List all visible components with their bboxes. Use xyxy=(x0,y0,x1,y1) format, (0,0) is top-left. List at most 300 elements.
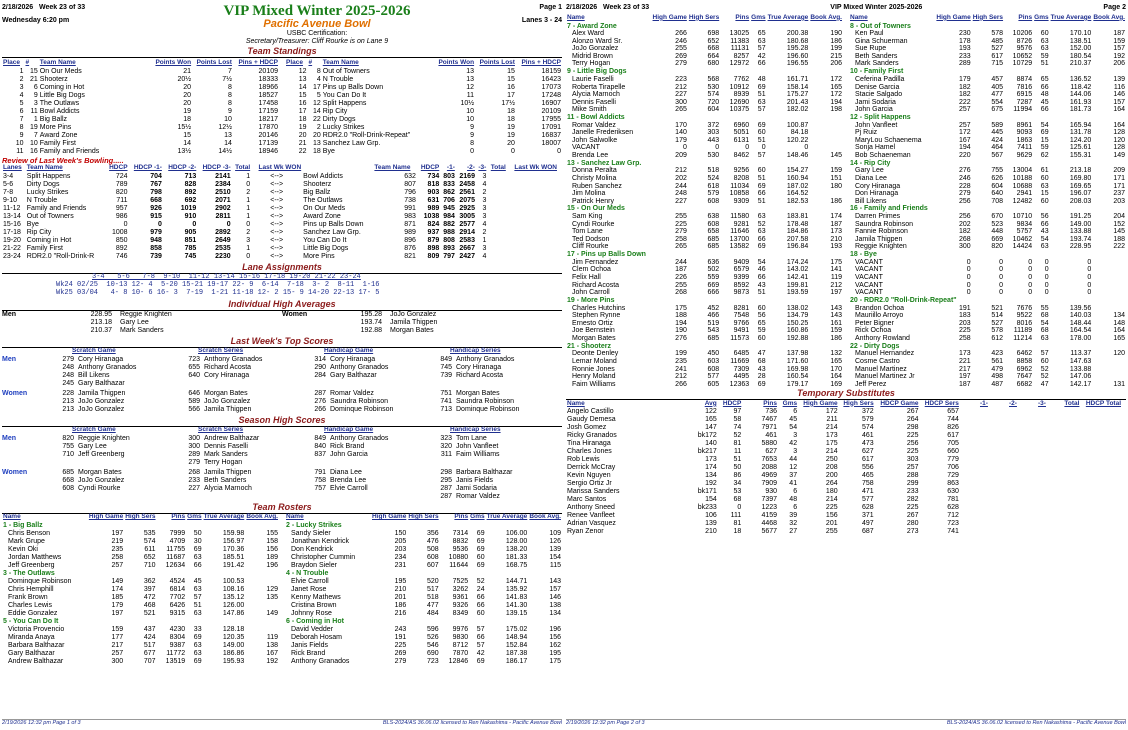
lane-wk25: Wk25 03/04 4- 8 10- 6 16- 3 7-19 1-21 11-18 12- 2 15- 9 14-20 22-13 17- 5 xyxy=(56,288,380,297)
cell: Derrick McCray xyxy=(567,464,616,472)
empty-cell xyxy=(989,488,1018,496)
column-header: Gms xyxy=(1034,13,1049,21)
cell: 457 xyxy=(991,76,1004,83)
cell: Little Big Dogs xyxy=(39,91,85,99)
iha-women-label: Women xyxy=(282,310,308,318)
cell: 187 xyxy=(675,266,687,274)
cell: 235 xyxy=(675,357,687,365)
standings-row xyxy=(285,83,562,91)
cell: 196.55 xyxy=(786,60,809,68)
cell: 167 xyxy=(959,136,971,144)
cell: 9830 xyxy=(452,634,469,641)
score-value: 287 xyxy=(314,390,326,397)
cell: N Trouble xyxy=(26,197,58,204)
standings-left-table xyxy=(2,59,279,155)
roster-row xyxy=(566,380,843,388)
cell: 712 xyxy=(947,512,959,520)
cell: 7676 xyxy=(1016,304,1033,312)
cell: 164 xyxy=(1113,106,1125,114)
score-value: 566 xyxy=(188,406,200,413)
cell: 60 xyxy=(757,167,766,175)
cell: 135 xyxy=(266,594,278,601)
iha-men-list xyxy=(72,311,282,335)
cell: 69 xyxy=(476,530,485,537)
cell xyxy=(1092,304,1126,312)
cell: Donna Peralta xyxy=(572,167,617,175)
roster-table xyxy=(285,514,562,666)
cell: 0 xyxy=(192,221,197,228)
cell: 266 xyxy=(675,30,687,38)
bowler-name: Saundra Robinson xyxy=(330,398,388,405)
cell: 221 xyxy=(959,357,971,365)
roster-row xyxy=(566,106,843,114)
cell: 574 xyxy=(707,91,720,99)
roster-row xyxy=(849,83,1126,91)
league-title: VIP Mixed Winter 2025-2026 xyxy=(830,4,923,11)
cell: 116 xyxy=(1113,83,1125,91)
cell: 19 xyxy=(29,123,38,131)
cell: 264 xyxy=(825,480,838,488)
cell: 152.00 xyxy=(1069,45,1092,53)
cell: 2427 xyxy=(459,253,475,260)
cell: 724 xyxy=(115,173,128,180)
cell: 16 xyxy=(507,83,515,91)
cell: 141.83 xyxy=(505,594,528,601)
cell: 167 xyxy=(266,650,278,657)
cell: 128.18 xyxy=(222,626,245,633)
cell: 165 xyxy=(830,357,842,365)
cell: 7525 xyxy=(452,578,469,585)
bowler-name: Anthony Granados xyxy=(330,435,389,442)
roster-row xyxy=(849,167,1126,175)
cell: 22 xyxy=(312,115,321,123)
cell: 100.87 xyxy=(786,121,809,129)
empty-cell xyxy=(1047,496,1080,504)
column-header: True Average xyxy=(203,513,245,521)
roster-row xyxy=(566,129,843,137)
roster-row xyxy=(2,634,279,642)
standings-row xyxy=(2,99,279,107)
roster-row xyxy=(849,320,1126,328)
temporary-substitutes-title: Temporary Substitutes xyxy=(566,389,1126,400)
cell: Cliff Rourke xyxy=(572,243,609,251)
bowler-name: Gary Balthazar xyxy=(78,380,125,387)
team-header: 13 - Sanchez Law Grp. xyxy=(567,159,642,167)
cell: 206 xyxy=(1113,60,1125,68)
cell: 3 xyxy=(793,448,798,456)
average-value: 195.28 xyxy=(360,311,382,318)
score-entry xyxy=(430,364,556,372)
cell: 195 xyxy=(549,650,561,657)
cell: Bowl Addicts xyxy=(303,173,343,180)
column-header: Team Name xyxy=(26,164,63,172)
standings-row xyxy=(2,107,279,115)
cell: 109 xyxy=(549,530,561,537)
cell: 66 xyxy=(757,190,766,198)
cell: 7762 xyxy=(733,76,750,83)
cell: 1223 xyxy=(761,504,778,512)
substitute-row xyxy=(566,424,1122,432)
substitute-row xyxy=(566,528,1122,536)
cell: 63 xyxy=(1040,45,1049,53)
column-header: Name xyxy=(850,13,868,21)
cell: 258 xyxy=(111,554,124,561)
cell: 755 xyxy=(991,167,1004,175)
cell: 157 xyxy=(1113,98,1125,106)
score-entry xyxy=(52,398,178,406)
cell: 143.02 xyxy=(786,266,809,274)
cell: 66 xyxy=(757,235,766,243)
roster-row xyxy=(566,76,843,84)
cell: Ronnie Jones xyxy=(572,365,615,373)
cell: 228 xyxy=(959,182,971,190)
cell xyxy=(1092,358,1126,366)
empty-cell xyxy=(1047,512,1080,520)
cell: On Our Meds xyxy=(303,205,346,212)
cell: 57 xyxy=(757,106,766,114)
cell: 248 xyxy=(675,190,687,198)
cell: 43 xyxy=(757,365,766,373)
cell: Christy Molina xyxy=(572,175,617,183)
cell: 608 xyxy=(426,554,439,561)
roster-row xyxy=(285,634,562,642)
cell: 257 xyxy=(906,464,919,472)
cell: 60 xyxy=(757,129,766,137)
cell xyxy=(1092,274,1126,282)
empty-cell xyxy=(1080,456,1122,464)
team-header: 22 - Dirty Dogs xyxy=(850,342,900,350)
cell: 20109 xyxy=(541,107,561,115)
cell: 267 xyxy=(906,512,919,520)
cell: 97 xyxy=(733,408,742,416)
cell: 63 xyxy=(1040,37,1049,45)
rosters-left xyxy=(2,514,279,666)
cell: Darren Primes xyxy=(855,213,901,221)
cell: VACANT xyxy=(855,281,883,289)
cell: 148.46 xyxy=(786,151,809,159)
cell: 60 xyxy=(1040,175,1049,183)
cell: 171.60 xyxy=(786,357,809,365)
roster-row xyxy=(566,197,843,205)
cell: 20 xyxy=(183,99,192,107)
cell: 17 xyxy=(312,83,321,91)
cell: 217 xyxy=(959,365,971,373)
week-label: Week 23 of 33 xyxy=(39,4,86,11)
roster-row xyxy=(566,182,843,190)
cell: 13 xyxy=(224,131,232,139)
score-value: 300 xyxy=(188,435,200,442)
column-header: HDCP xyxy=(420,164,440,172)
bowler-name: Andrew Balthazar xyxy=(204,435,260,442)
score-value: 289 xyxy=(188,451,200,458)
cell: 195 xyxy=(394,578,407,585)
score-entry xyxy=(304,398,430,406)
cell: 8874 xyxy=(1016,76,1033,83)
cell: 18 xyxy=(298,115,307,123)
cell: Family and Friends xyxy=(26,205,87,212)
column-header: Book Avg. xyxy=(246,513,278,521)
empty-cell xyxy=(989,480,1018,488)
cell: 152 xyxy=(1113,220,1125,228)
empty-cell xyxy=(960,496,989,504)
cell: 63 xyxy=(1040,182,1049,190)
empty-cell xyxy=(1047,408,1080,416)
cell: 9536 xyxy=(452,546,469,553)
cell: 1 xyxy=(19,67,24,75)
cell xyxy=(1092,289,1126,297)
score-entry xyxy=(178,435,304,443)
empty-cell xyxy=(1080,448,1122,456)
score-value: 233 xyxy=(188,477,200,484)
cell: Split Happens xyxy=(26,173,71,180)
cell xyxy=(1092,281,1126,289)
cell: 617 xyxy=(862,456,874,464)
cell: 120.35 xyxy=(222,634,245,641)
cell: 448 xyxy=(991,228,1004,236)
cell: 527 xyxy=(991,319,1004,327)
page-1 xyxy=(2,4,562,726)
cell: 159 xyxy=(830,167,842,175)
cell: 179 xyxy=(675,136,687,144)
cell: Roberta Tirapelle xyxy=(572,83,626,91)
review-row xyxy=(2,181,558,189)
average-value: 213.18 xyxy=(90,319,112,326)
average-value: 193.74 xyxy=(360,319,382,326)
cell: Gina Schuerman xyxy=(855,37,908,45)
roster-table xyxy=(849,14,1126,388)
cell: 466 xyxy=(707,312,720,320)
cell: 461 xyxy=(765,432,778,440)
column-header: Place xyxy=(3,58,20,66)
cell: 183 xyxy=(959,312,971,320)
cell: 257 xyxy=(111,650,124,657)
cell: 517 xyxy=(143,642,156,649)
score-value: 248 xyxy=(62,364,74,371)
cell: 0 xyxy=(1044,258,1049,266)
cell: 180 xyxy=(825,488,838,496)
cell: 195.93 xyxy=(222,658,245,665)
cell: 170.10 xyxy=(1069,30,1092,38)
column-header: HDCP -1- xyxy=(133,164,162,172)
cell: 443 xyxy=(707,136,720,144)
average-value: 192.88 xyxy=(360,327,382,334)
cell: 0 xyxy=(966,258,971,266)
column-header: Team Name xyxy=(39,58,76,66)
cell: Rob Lewis xyxy=(567,456,600,464)
roster-row xyxy=(566,30,843,38)
roster-row xyxy=(2,610,279,618)
cell: 145 xyxy=(830,151,842,159)
cell: Jami Sodaria xyxy=(855,98,896,106)
cell: 7971 xyxy=(761,424,778,432)
score-value: 608 xyxy=(62,485,74,492)
cell: 9 xyxy=(19,131,24,139)
cell: Barbara Balthazar xyxy=(8,642,65,649)
average-value: 228.95 xyxy=(90,311,112,318)
individual-high-averages-title: Individual High Averages xyxy=(2,300,562,311)
cell: 196.84 xyxy=(786,243,809,251)
cell: 60 xyxy=(757,334,766,342)
column-header: Scratch Game xyxy=(72,347,116,355)
cell: VACANT xyxy=(855,289,883,297)
bowler-name: Richard Acosta xyxy=(456,372,504,379)
score-entry xyxy=(178,356,304,364)
cell: Mark Sanders xyxy=(855,60,899,68)
cell: 8939 xyxy=(733,91,750,99)
cell: 15 xyxy=(507,67,515,75)
cell: 164 xyxy=(830,373,842,381)
cell: 0 xyxy=(557,147,561,155)
cell: Charles Jones xyxy=(567,448,612,456)
cell: 138 xyxy=(549,602,561,609)
cell: 66 xyxy=(757,60,766,68)
cell: 165 xyxy=(830,83,842,91)
roster-row xyxy=(849,91,1126,99)
cell: 11644 xyxy=(449,562,469,569)
team-header: 2 - Lucky Strikes xyxy=(286,522,342,529)
cell: 212 xyxy=(830,281,842,289)
last-week-top-scores-title: Last Week's Top Scores xyxy=(2,337,562,348)
cell: Andrew Balthazar xyxy=(8,658,64,665)
cell: 18527 xyxy=(258,91,278,99)
cell: 362 xyxy=(143,578,156,585)
cell: 300 xyxy=(959,243,971,251)
cell: 17955 xyxy=(541,115,561,123)
cell: 160.54 xyxy=(786,373,809,381)
cell: 208 xyxy=(825,464,838,472)
cell: 60 xyxy=(476,610,485,617)
empty-cell xyxy=(1047,520,1080,528)
cell: 128 xyxy=(1113,129,1125,137)
empty-cell xyxy=(960,480,989,488)
cell: 767 xyxy=(150,181,162,188)
substitute-row xyxy=(566,488,1122,496)
cell: 518 xyxy=(426,594,439,601)
roster-row xyxy=(285,626,562,634)
cell: 6682 xyxy=(1016,380,1033,388)
cell: 818 xyxy=(427,181,440,188)
cell: 13 xyxy=(312,139,321,147)
cell: 521 xyxy=(143,610,156,617)
league-title: VIP Mixed Winter 2025-2026 xyxy=(223,4,411,19)
cell: 194 xyxy=(830,98,842,106)
cell: VACANT xyxy=(855,274,883,282)
cell: 157 xyxy=(1113,45,1125,53)
empty-cell xyxy=(1080,496,1122,504)
cell: 7653 xyxy=(761,456,778,464)
cell: 203 xyxy=(959,319,971,327)
cell: 140.03 xyxy=(1069,312,1092,320)
cell: 217 xyxy=(111,642,124,649)
empty-cell xyxy=(1018,504,1047,512)
cell: 424 xyxy=(991,136,1004,144)
cell: 48 xyxy=(757,76,766,83)
empty-cell xyxy=(960,528,989,536)
cell: 871 xyxy=(404,221,416,228)
cell: JoJo Gonzalez xyxy=(572,45,619,53)
cell: 9 xyxy=(470,131,475,139)
cell: 160.94 xyxy=(786,175,809,183)
roster-row xyxy=(566,350,843,358)
cell: 5757 xyxy=(1016,228,1033,236)
standings-row xyxy=(2,131,279,139)
cell: 680 xyxy=(707,60,720,68)
cell: 710 xyxy=(143,562,156,569)
cell: 43 xyxy=(757,281,766,289)
cell: 0 xyxy=(999,258,1004,266)
cell: Bye xyxy=(322,147,335,155)
cell: 8208 xyxy=(733,175,750,183)
cell: 0 xyxy=(1087,274,1092,282)
score-value: 758 xyxy=(314,477,326,484)
cell: Richard Acosta xyxy=(572,281,620,289)
cell: 52 xyxy=(1040,365,1049,373)
cell: 7314 xyxy=(452,530,469,537)
cell: 190 xyxy=(675,327,687,335)
cell: 579 xyxy=(862,416,874,424)
cell: 2088 xyxy=(761,464,778,472)
empty-cell xyxy=(1047,528,1080,536)
roster-row xyxy=(849,236,1126,244)
cell: 3 xyxy=(33,99,38,107)
cell: 51 xyxy=(757,175,766,183)
cell: Ricky Granados xyxy=(567,432,617,440)
cell: 0 xyxy=(804,144,809,152)
cell: 52 xyxy=(1040,373,1049,381)
cell: 180.68 xyxy=(786,37,809,45)
cell: 7-8 xyxy=(3,189,14,196)
cell: 265 xyxy=(675,106,687,114)
column-header: High Sers xyxy=(972,13,1004,21)
cell: 630 xyxy=(947,488,959,496)
cell: 187.02 xyxy=(786,182,809,190)
cell: 9976 xyxy=(452,626,469,633)
cell: 289 xyxy=(959,60,971,68)
cell: 149 xyxy=(111,578,124,585)
cell: 12 xyxy=(298,67,307,75)
roster-row xyxy=(849,129,1126,137)
cell: 233 xyxy=(959,52,971,60)
cell: 179 xyxy=(959,76,971,83)
cell: 13025 xyxy=(729,30,750,38)
cell: 69 xyxy=(193,546,202,553)
cell: Jeff Greenberg xyxy=(8,562,55,569)
cell: 20 xyxy=(183,83,192,91)
empty-cell xyxy=(1018,496,1047,504)
cell: Jim Molina xyxy=(572,190,606,198)
score-entry xyxy=(430,477,556,485)
cell: Sue Rupe xyxy=(855,45,887,53)
cell: 670 xyxy=(991,213,1004,221)
cell: 66 xyxy=(757,274,766,282)
report-date: 2/18/2026 xyxy=(2,4,34,11)
cell: 8281 xyxy=(733,304,750,312)
bowler-name: Morgan Bates xyxy=(390,327,434,334)
cell: 2 xyxy=(246,229,251,236)
cell: 711 xyxy=(116,197,128,204)
cell: 20½ xyxy=(177,75,192,83)
cell: 1 xyxy=(482,237,487,244)
cell: 7 xyxy=(33,131,38,139)
cell: 222 xyxy=(959,98,971,106)
cell: 143 xyxy=(830,312,842,320)
cell: 63 xyxy=(193,642,202,649)
bowler-name: JoJo Gonzalez xyxy=(78,406,125,413)
cell: Sanchez Law Grp. xyxy=(322,139,381,147)
cell: 567 xyxy=(991,151,1004,159)
bowler-name: JoJo Gonzalez xyxy=(78,398,125,405)
cell: 182 xyxy=(959,91,971,99)
